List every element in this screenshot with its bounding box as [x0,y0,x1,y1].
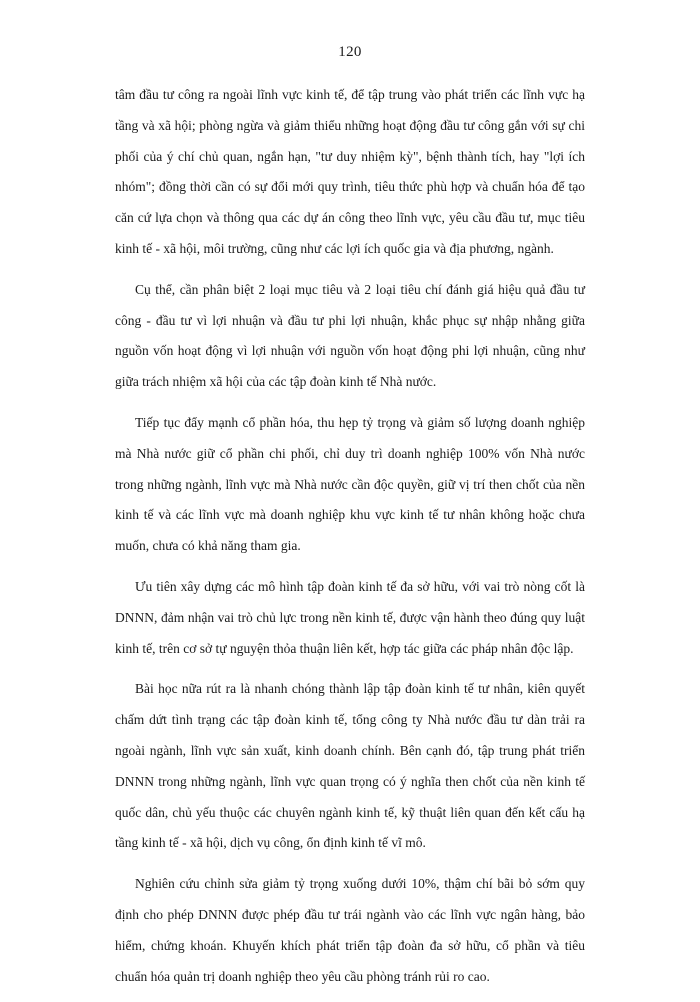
paragraph-public-investment-scope: tâm đầu tư công ra ngoài lĩnh vực kinh tế, để tập trung vào phát triển các lĩnh vực hạ tầng và xã hội; phòng ngừa và giảm thiểu những hoạt động đầu tư công gắn với sự chi phối của ý chí chủ quan, ngắn hạn, "tư duy nhiệm kỳ", bệnh thành tích, hay "lợi ích nhóm"; đồng thời cần có sự đổi mới quy trình, tiêu thức phù hợp và chuẩn hóa để tạo căn cứ lựa chọn và thông qua các dự án công theo lĩnh vực, yêu cầu đầu tư, mục tiêu kinh tế - xã hội, môi trường, cũng như các lợi ích quốc gia và địa phương, ngành. [115,87,585,256]
paragraph-equitization: Tiếp tục đẩy mạnh cổ phần hóa, thu hẹp tỷ trọng và giảm số lượng doanh nghiệp mà Nhà nước giữ cổ phần chi phối, chỉ duy trì doanh nghiệp 100% vốn Nhà nước trong những ngành, lĩnh vực mà Nhà nước cần độc quyền, giữ vị trí then chốt của nền kinh tế và các lĩnh vực mà doanh nghiệp khu vực kinh tế tư nhân không hoặc chưa muốn, chưa có khả năng tham gia. [115,414,585,554]
page-number: 120 [338,44,362,60]
paragraph-off-sector-investment: Nghiên cứu chỉnh sửa giảm tỷ trọng xuống dưới 10%, thậm chí bãi bỏ sớm quy định cho phép DNNN được phép đầu tư trái ngành vào các lĩnh vực ngân hàng, bảo hiểm, chứng khoán. Khuyến khích phát triển tập đoàn đa sở hữu, cổ phần và tiêu chuẩn hóa quản trị doanh nghiệp theo yêu cầu phòng tránh rủi ro cao. [115,876,585,984]
body-text [115,80,585,1002]
paragraph-private-economic-groups: Bài học nữa rút ra là nhanh chóng thành lập tập đoàn kinh tế tư nhân, kiên quyết chấm dứt tình trạng các tập đoàn kinh tế, tổng công ty Nhà nước đầu tư dàn trải ra ngoài ngành, lĩnh vực sản xuất, kinh doanh chính. Bên cạnh đó, tập trung phát triển DNNN trong những ngành, lĩnh vực quan trọng có ý nghĩa then chốt của nền kinh tế quốc dân, chủ yếu thuộc các chuyên ngành kinh tế, kỹ thuật liên quan đến kết cấu hạ tầng kinh tế - xã hội, dịch vụ công, ổn định kinh tế vĩ mô. [115,681,585,851]
paragraph-multi-ownership-groups: Ưu tiên xây dựng các mô hình tập đoàn kinh tế đa sở hữu, với vai trò nòng cốt là DNNN, đảm nhận vai trò chủ lực trong nền kinh tế, được vận hành theo đúng quy luật kinh tế, trên cơ sở tự nguyện thỏa thuận liên kết, hợp tác giữa các pháp nhân độc lập. [115,578,585,656]
paragraph-investment-objectives: Cụ thể, cần phân biệt 2 loại mục tiêu và 2 loại tiêu chí đánh giá hiệu quả đầu tư công - đầu tư vì lợi nhuận và đầu tư phi lợi nhuận, khắc phục sự nhập nhằng giữa nguồn vốn hoạt động vì lợi nhuận với nguồn vốn hoạt động phi lợi nhuận, cũng như giữa trách nhiệm xã hội của các tập đoàn kinh tế Nhà nước. [115,281,585,390]
